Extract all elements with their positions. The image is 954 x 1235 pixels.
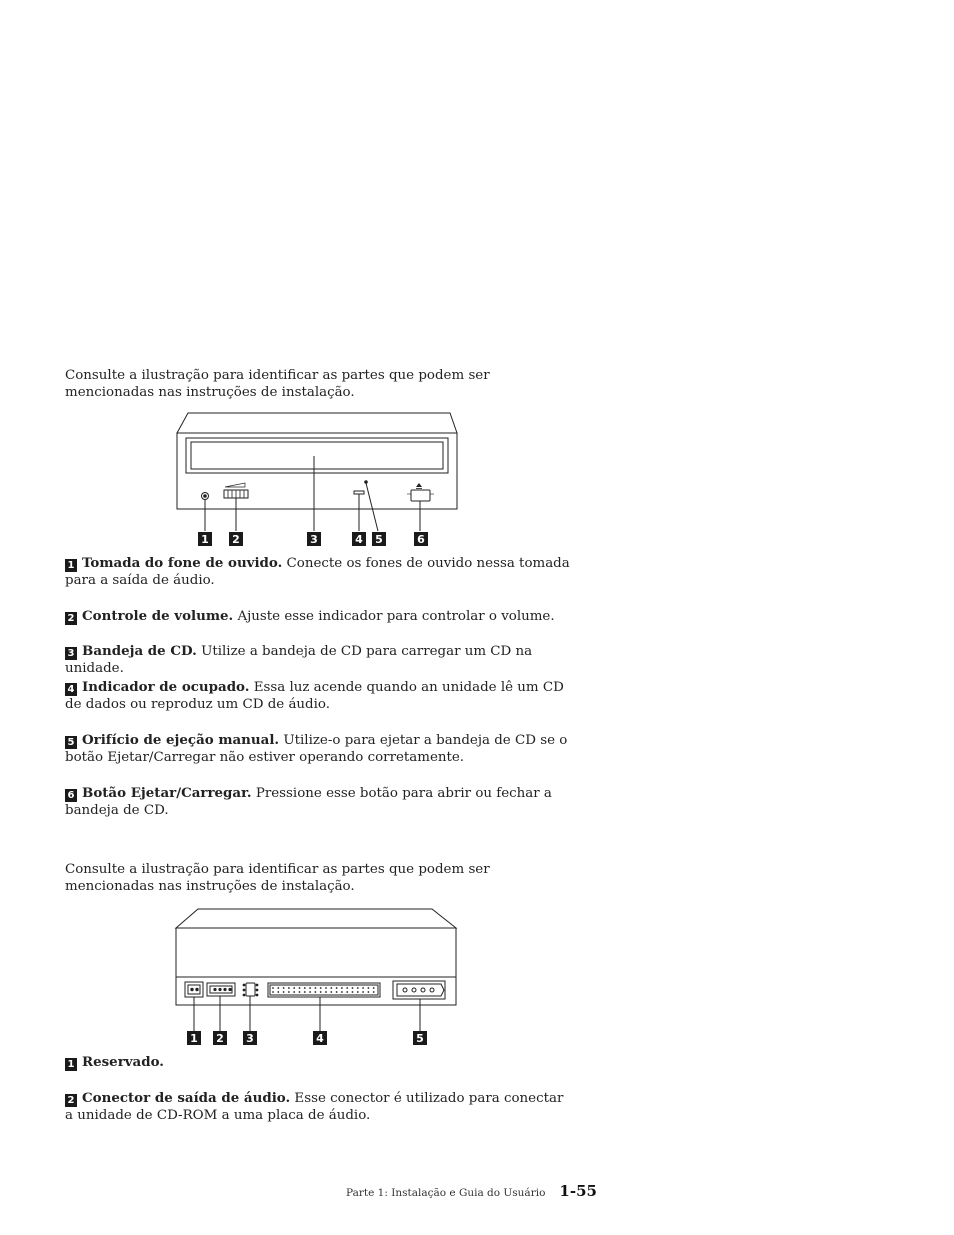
ide-pin	[352, 991, 354, 993]
ide-pin	[346, 991, 348, 993]
ide-pin	[325, 991, 327, 993]
item-text: Esse conector é utilizado para conectar a unidade de CD-ROM a uma placa de áudio.	[65, 1091, 564, 1123]
callout-badge: 2	[65, 1094, 77, 1107]
ide-pin	[272, 987, 274, 989]
svg-text:4: 4	[316, 1032, 324, 1045]
ide-pin	[330, 991, 332, 993]
ide-pin	[283, 991, 285, 993]
ide-pin	[373, 991, 375, 993]
item-term: Reservado.	[82, 1054, 164, 1070]
rear-item-2	[65, 1090, 575, 1124]
front-item-4	[65, 679, 575, 713]
item-text: Ajuste esse indicador para controlar o volume.	[237, 609, 555, 624]
svg-text:3: 3	[310, 533, 318, 546]
svg-text:4: 4	[355, 533, 363, 546]
ide-pin	[299, 991, 301, 993]
ide-pin	[277, 987, 279, 989]
svg-text:6: 6	[417, 533, 425, 546]
item-text: Conecte os fones de ouvido nessa tomada para a saída de áudio.	[65, 556, 570, 588]
ide-pin	[293, 991, 295, 993]
svg-text:2: 2	[232, 533, 240, 546]
callout-badge: 2	[65, 612, 77, 625]
ide-pin	[288, 987, 290, 989]
callout-badge: 1	[65, 559, 77, 572]
front-item-3	[65, 643, 575, 677]
front-item-2	[65, 608, 575, 625]
ide-pin	[346, 987, 348, 989]
ide-pin	[352, 987, 354, 989]
ide-pin	[315, 987, 317, 989]
intro-paragraph-1: Consulte a ilustração para identificar as partes que podem ser mencionadas nas instruções de instalação.	[65, 368, 490, 400]
ide-pin	[304, 987, 306, 989]
ide-pin	[272, 991, 274, 993]
rear-view-illustration	[170, 905, 465, 1047]
front-view-illustration	[170, 410, 465, 552]
callout-badge: 1	[65, 1058, 77, 1071]
footer-text: Parte 1: Instalação e Guia do Usuário	[346, 1187, 546, 1199]
callout-badge: 5	[65, 736, 77, 749]
svg-text:1: 1	[201, 533, 209, 546]
front-item-6	[65, 785, 575, 819]
intro-paragraph-2: Consulte a ilustração para identificar as partes que podem ser mencionadas nas instruções de instalação.	[65, 862, 490, 894]
item-text: Utilize a bandeja de CD para carregar um CD na unidade.	[65, 644, 533, 676]
callout-badge: 4	[65, 683, 77, 696]
ide-pin	[304, 991, 306, 993]
front-callout-badges	[198, 532, 428, 546]
svg-text:3: 3	[246, 1032, 254, 1045]
ide-pin	[320, 987, 322, 989]
ide-pin	[315, 991, 317, 993]
item-text: Pressione esse botão para abrir ou fechar a bandeja de CD.	[65, 786, 552, 818]
ide-pin	[309, 987, 311, 989]
ide-pin	[277, 991, 279, 993]
ide-pin	[341, 991, 343, 993]
rear-callout-badges	[187, 1031, 427, 1045]
item-text: Essa luz acende quando an unidade lê um CD de dados ou reproduz um CD de áudio.	[65, 680, 564, 712]
svg-text:5: 5	[416, 1032, 424, 1045]
front-item-1	[65, 555, 575, 589]
ide-pin	[320, 991, 322, 993]
item-text: Utilize-o para ejetar a bandeja de CD se o botão Ejetar/Carregar não estiver operando corretamente.	[65, 733, 568, 765]
ide-pin	[330, 987, 332, 989]
ide-pin	[362, 991, 364, 993]
svg-text:1: 1	[190, 1032, 198, 1045]
ide-pin	[309, 991, 311, 993]
item-term: Orifício de ejeção manual.	[82, 732, 280, 748]
item-term: Indicador de ocupado.	[82, 679, 250, 695]
ide-pin	[362, 987, 364, 989]
item-term: Conector de saída de áudio.	[82, 1090, 291, 1106]
ide-pin	[283, 987, 285, 989]
ide-pin	[357, 987, 359, 989]
ide-pin	[299, 987, 301, 989]
callout-badge: 6	[65, 789, 77, 802]
ide-pin	[336, 987, 338, 989]
ide-pin	[373, 987, 375, 989]
svg-text:5: 5	[375, 533, 383, 546]
item-term: Bandeja de CD.	[82, 643, 197, 659]
ide-pin	[325, 987, 327, 989]
ide-pin	[368, 987, 370, 989]
ide-pin	[357, 991, 359, 993]
ide-pin	[336, 991, 338, 993]
callout-badge: 3	[65, 647, 77, 660]
ide-pin	[368, 991, 370, 993]
front-item-5	[65, 732, 575, 766]
page-footer	[346, 1182, 597, 1200]
page-number: 1-55	[559, 1182, 597, 1200]
svg-text:2: 2	[216, 1032, 224, 1045]
item-term: Botão Ejetar/Carregar.	[82, 785, 252, 801]
ide-pin	[288, 991, 290, 993]
ide-pin	[293, 987, 295, 989]
item-term: Controle de volume.	[82, 608, 234, 624]
rear-item-1	[65, 1054, 575, 1071]
item-term: Tomada do fone de ouvido.	[82, 555, 283, 571]
ide-pin	[341, 987, 343, 989]
